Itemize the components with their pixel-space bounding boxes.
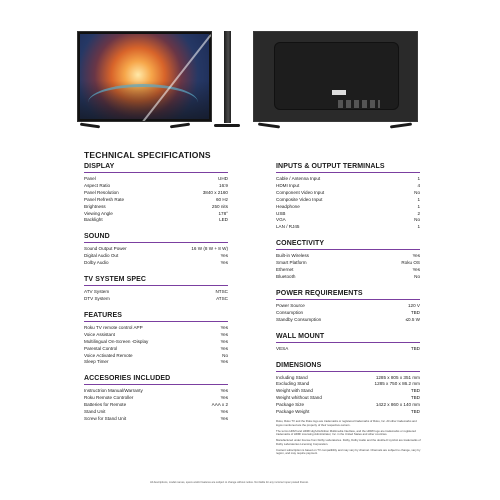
spec-row [84,339,228,346]
spec-value: No [414,217,420,223]
spec-value: 1 [417,203,420,209]
section-title: WALL MOUNT [276,333,420,343]
spec-value: Yes [412,267,420,273]
section-title: INPUTS & OUTPUT TERMINALS [276,163,420,173]
spec-row [276,310,420,317]
spec-label: Standby Consumption [276,316,322,322]
spec-label: Composite Video Input [276,196,323,202]
spec-row [276,260,420,267]
section-tv-system-spec [84,276,228,303]
spec-row [276,190,420,197]
spec-label: Headphone [276,203,300,209]
spec-label: USB [276,210,286,216]
tv-front-image [77,31,212,122]
spec-label: Viewing Angle [84,210,113,216]
spec-row [84,395,228,402]
legal-note: Manufactured under license from Dolby Laboratories. Dolby, Dolby Audio and the double-D symbol are trademarks of Dolby Laboratories Licensing Corporation. [276,438,421,446]
spec-row [276,211,420,218]
spec-value: 178° [218,210,228,216]
spec-value: LED [219,217,228,223]
section-title: ACCESORIES INCLUDED [84,375,228,385]
spec-value: 4 [417,182,420,188]
spec-value: Yes [220,345,228,351]
spec-row [84,253,228,260]
spec-value: TBD [410,345,420,351]
spec-label: Sleep Timer [84,359,109,365]
section-inputs-output-terminals [276,163,420,231]
spec-value: NTSC [215,289,228,295]
spec-label: Instructrion Manual/Warranty [84,388,143,394]
spec-row [84,190,228,197]
spec-label: Including Stand [276,374,308,380]
section-title: SOUND [84,233,228,243]
spec-value: TBD [410,388,420,394]
spec-value: No [414,189,420,195]
spec-label: Weight with Stand [276,388,313,394]
spec-value: TBD [410,395,420,401]
spec-row [276,183,420,190]
spec-value: 2 [417,210,420,216]
spec-row [84,217,228,224]
spec-value: ATSC [216,295,228,301]
section-sound [84,233,228,267]
spec-value: Yes [220,388,228,394]
spec-row [276,253,420,260]
spec-label: Panel [84,176,96,181]
spec-value: AAA x 2 [211,402,228,408]
spec-value: Yes [220,415,228,421]
section-wall-mount [276,333,420,353]
spec-row [276,176,420,183]
spec-label: Component Video Input [276,189,325,195]
spec-value: Yes [220,324,228,330]
spec-label: LAN / RJ45 [276,224,300,230]
spec-value: 1 [417,224,420,230]
spec-label: Multilingual On-Screen -Display [84,338,149,344]
spec-value: Roku OS [401,260,420,266]
tv-front-leg-right [170,123,190,129]
spec-label: Ethernet [276,267,294,273]
spec-label: VGA [276,217,286,223]
right-spec-column [276,163,420,425]
spec-label: Parental Control [84,345,118,351]
legal-note: Roku, Roku TV and the Roku logo are trademarks or registered trademarks of Roku, Inc. All other trademarks and logos mentioned are the property of their respective owners. [276,419,417,427]
spec-label: Digital Audio Out [84,253,119,259]
tv-back-panel [274,42,399,110]
spec-row [84,183,228,190]
spec-label: ATV System [84,289,110,295]
spec-label: Weight whithout Stand [276,395,322,401]
tv-back-image [253,31,418,122]
spec-value: TBD [410,409,420,415]
section-title: CONECTIVITY [276,240,420,250]
page-title: TECHNICAL SPECIFICATIONS [84,150,211,160]
spec-row [84,296,228,303]
spec-label: Consumption [276,309,304,315]
spec-row [276,395,420,402]
spec-value: Yes [220,338,228,344]
section-power-requirements [276,290,420,324]
spec-row [276,274,420,281]
spec-row [276,317,420,324]
wave-shape [88,84,198,121]
spec-label: Bluetooth [276,273,296,279]
spec-label: Power Source [276,302,305,308]
section-title: FEATURES [84,312,228,322]
spec-label: VESA [276,345,289,351]
tv-front-leg-left [80,123,100,129]
spec-row [276,402,420,409]
spec-label: Backlight [84,217,103,223]
spec-row [276,409,420,416]
spec-row [84,402,228,409]
spec-row [84,246,228,253]
spec-row [84,197,228,204]
spec-row [276,267,420,274]
spec-row [84,346,228,353]
spec-label: Aspect Ratio [84,182,111,188]
spec-row [84,332,228,339]
spec-label: Package Weight [276,409,310,415]
spec-row [276,346,420,353]
spec-value: No [414,273,420,279]
spec-row [84,325,228,332]
spec-value: Yes [220,395,228,401]
spec-label: Sound Output Power [84,246,127,252]
spec-label: Excluding Stand [276,381,310,387]
spec-row [276,197,420,204]
tv-back-sticker [332,90,346,95]
section-dimensions [276,362,420,416]
spec-value: 3840 x 2160 [202,189,228,195]
spec-label: Built-in Wireless [276,253,309,259]
footer-disclaimer: All descriptions, model names, specs and/or features are subject to change without notice. Not liable for any incorrect spec posted thereto. [150,481,309,484]
spec-row [276,381,420,388]
spec-label: Cable / Antenna Input [276,176,321,181]
spec-row [84,204,228,211]
spec-value: Yes [220,331,228,337]
spec-value: No [222,352,228,358]
section-title: TV SYSTEM SPEC [84,276,228,286]
spec-label: Dolby Audio [84,260,109,266]
tv-back-leg-left [258,122,280,128]
spec-row [84,388,228,395]
spec-row [84,353,228,360]
spec-label: Voice Assistant [84,331,115,337]
spec-row [84,289,228,296]
spec-row [276,375,420,382]
legal-note: Content subscription is based on TV compatibility and may vary by channel. Channels are subject to change, vary by region, and may require payment. [276,447,421,456]
section-conectivity [276,240,420,281]
spec-label: Batteries for Remote [84,402,127,408]
spec-value: 60 Hz [215,196,228,202]
spec-row [276,204,420,211]
spec-label: Package Size [276,402,305,408]
spec-value: Yes [412,253,420,259]
spec-value: 1285 x 750 x 86.2 mm [374,381,420,387]
spec-value: 1285 x 805 x 351 mm [375,374,420,380]
spec-value: UHD [218,176,228,181]
spec-label: Roku Remote Controller [84,395,134,401]
spec-label: HDMI Input [276,182,300,188]
legal-note: The terms HDMI and HDMI High-Definition Multimedia Interface, and the HDMI logo are trademarks or registered trademarks of HDMI Licensing Administrator, Inc. in the United States and other countries. [276,428,416,437]
spec-row [276,303,420,310]
spec-row [84,211,228,218]
spec-label: Smart Platform [276,260,307,266]
tv-side-leg [214,124,240,127]
spec-value: Yes [220,260,228,266]
spec-label: Screw for Stand Unit [84,415,127,421]
tv-back-ports [338,100,380,108]
spec-value: 1422 x 860 x 140 mm [375,402,420,408]
spec-row [84,416,228,423]
spec-label: Voice Activated Remote [84,352,133,358]
left-spec-column [84,163,228,432]
section-title: DIMENSIONS [276,362,420,372]
spec-row [84,176,228,183]
spec-value: Yes [220,253,228,259]
spec-value: Yes [220,409,228,415]
section-features [84,312,228,366]
spec-label: DTV System [84,295,110,301]
spec-label: Brightness [84,203,106,209]
spec-row [276,217,420,224]
spec-label: Roku TV remote control APP [84,324,143,330]
spec-value: 1 [417,196,420,202]
section-accesories-included [84,375,228,423]
tv-back-leg-right [390,122,412,128]
spec-value: 16:9 [219,182,228,188]
section-title: POWER REQUIREMENTS [276,290,420,300]
spec-label: Panel Refresh Rate [84,196,125,202]
spec-value: 250 nits [211,203,228,209]
spec-value: TBD [410,309,420,315]
spec-row [84,409,228,416]
section-display [84,163,228,224]
spec-value: 1 [417,176,420,181]
spec-row [276,388,420,395]
spec-value: Yes [220,359,228,365]
spec-label: Stand Unit [84,409,106,415]
spec-value: 120 V [407,302,420,308]
spec-row [276,224,420,231]
spec-value: ≤0.5 W [405,316,420,322]
spec-row [84,260,228,267]
spec-value: 16 W (8 W + 8 W) [191,246,228,252]
spec-row [84,359,228,366]
legal-notes [276,420,422,458]
spec-label: Panel Resolution [84,189,119,195]
tv-side-image [224,31,231,123]
section-title: DISPLAY [84,163,228,173]
